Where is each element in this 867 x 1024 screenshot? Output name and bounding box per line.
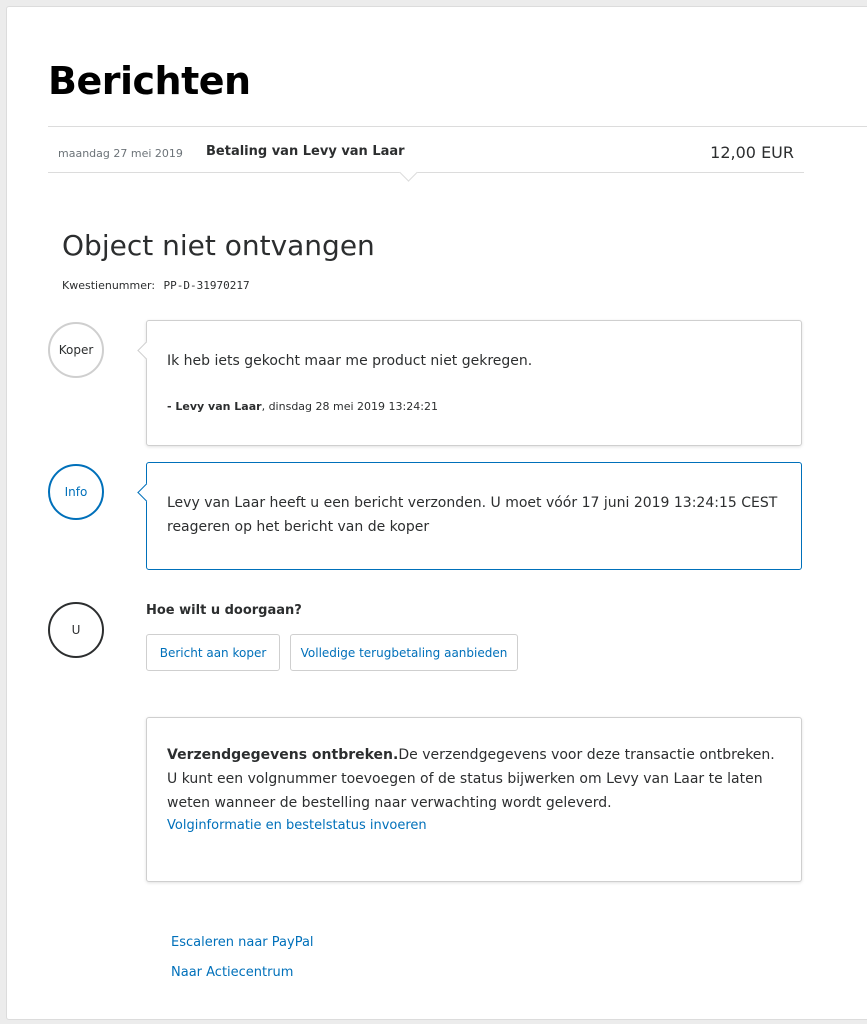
transaction-row[interactable] — [48, 127, 804, 173]
case-id-label: Kwestienummer: — [62, 279, 156, 292]
action-prompt: Hoe wilt u doorgaan? — [146, 603, 302, 618]
page-title: Berichten — [48, 59, 251, 103]
buyer-avatar-label: Koper — [58, 343, 94, 357]
shipping-notice-heading: Verzendgegevens ontbreken. — [167, 747, 399, 763]
info-message-card — [146, 462, 802, 570]
resolution-center-link[interactable]: Naar Actiecentrum — [171, 965, 294, 980]
caret-down-icon — [399, 163, 417, 181]
case-id-value: PP-D-31970217 — [163, 279, 250, 292]
buyer-message-card — [146, 320, 802, 446]
full-refund-button[interactable]: Volledige terugbetaling aanbieden — [290, 634, 518, 671]
signature-name: - Levy van Laar — [167, 400, 262, 413]
shipping-notice-text — [167, 743, 779, 815]
card-pointer — [137, 341, 155, 359]
case-id — [62, 279, 250, 292]
case-title: Object niet ontvangen — [62, 229, 375, 262]
transaction-amount: 12,00 EUR — [710, 143, 794, 162]
info-avatar-label: Info — [64, 485, 88, 499]
info-message-text: Levy van Laar heeft u een bericht verzonden. U moet vóór 17 juni 2019 13:24:15 CEST reageren op het bericht van de koper — [167, 495, 778, 535]
escalate-link[interactable]: Escaleren naar PayPal — [171, 935, 314, 950]
signature-date: , dinsdag 28 mei 2019 13:24:21 — [261, 400, 438, 413]
user-avatar — [48, 602, 104, 658]
card-pointer — [137, 483, 155, 501]
transaction-date: maandag 27 mei 2019 — [58, 147, 183, 160]
buyer-message-signature — [167, 400, 438, 413]
shipping-notice-body: De verzendgegevens voor deze transactie ontbreken. U kunt een volgnummer toevoegen of de status bijwerken om Levy van Laar te laten weten wanneer de bestelling naar verwachting wordt geleverd. — [167, 747, 775, 811]
messages-page — [6, 6, 867, 1020]
buyer-message-text: Ik heb iets gekocht maar me product niet gekregen. — [167, 353, 533, 369]
user-avatar-label: U — [71, 623, 81, 637]
buyer-avatar — [48, 322, 104, 378]
info-avatar — [48, 464, 104, 520]
shipping-notice-card — [146, 717, 802, 882]
enter-tracking-link[interactable]: Volginformatie en bestelstatus invoeren — [167, 818, 427, 833]
transaction-name: Betaling van Levy van Laar — [206, 144, 405, 159]
message-buyer-button[interactable]: Bericht aan koper — [146, 634, 280, 671]
